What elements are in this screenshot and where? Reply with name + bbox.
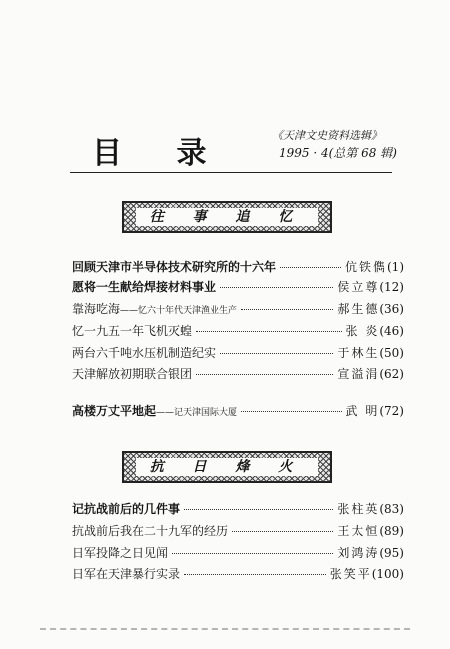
entry-author: 郝生德 [337, 302, 380, 316]
entry-page: (1) [387, 260, 404, 274]
entry-title: 天津解放初期联合银团 [72, 367, 193, 381]
dot-leader [196, 374, 333, 375]
entry-page: (72) [379, 404, 404, 418]
entry-page: (95) [379, 546, 404, 560]
dot-leader [280, 267, 341, 268]
entry-page: (46) [379, 324, 404, 338]
entry-page: (89) [379, 524, 404, 538]
entry-author: 武 明 [345, 404, 380, 418]
dot-leader [220, 353, 333, 354]
entry-page: (36) [379, 302, 404, 316]
entry-page: (83) [379, 502, 404, 516]
dot-leader [241, 309, 333, 310]
header-rule [70, 172, 392, 173]
dot-leader [196, 331, 342, 332]
entry-author: 张笑平 [329, 567, 372, 581]
toc-entry[interactable] [72, 544, 404, 564]
toc-entry[interactable] [72, 300, 404, 320]
dot-leader [232, 531, 333, 532]
entry-title: 靠海吃海 [72, 302, 121, 316]
section-label: 抗 日 烽 火 [136, 458, 319, 476]
entry-title: 日军在天津暴行实录 [72, 567, 181, 581]
entry-title: 忆一九五一年飞机灭蝗 [72, 324, 193, 338]
toc-entry[interactable] [72, 522, 404, 542]
dot-leader [220, 287, 333, 288]
toc-entry[interactable] [72, 565, 404, 585]
toc-entry[interactable] [72, 322, 404, 342]
entry-author: 侯立尊 [337, 280, 380, 294]
entry-subtitle: ——记天津国际大厦 [156, 408, 238, 418]
section-header-memories [122, 201, 332, 233]
section-label: 往 事 追 忆 [136, 208, 319, 226]
entry-page: (62) [379, 367, 404, 381]
toc-entry[interactable] [72, 365, 404, 385]
entry-title: 回顾天津市半导体技术研究所的十六年 [72, 260, 277, 274]
entry-title: 抗战前后我在二十九军的经历 [72, 524, 229, 538]
page-title: 目 录 [92, 136, 229, 171]
entry-page: (12) [379, 280, 404, 294]
journal-name: 《天津文史资料选辑》 [272, 129, 382, 142]
entry-title: 高楼万丈平地起 [72, 404, 157, 418]
scan-artifact [40, 628, 410, 634]
entry-page: (100) [371, 567, 404, 581]
entry-author: 张柱英 [337, 502, 380, 516]
entry-author: 王太恒 [337, 524, 380, 538]
dot-leader [241, 411, 342, 412]
toc-entry[interactable] [72, 344, 404, 364]
entry-author: 于林生 [337, 346, 380, 360]
toc-entry[interactable] [72, 500, 404, 520]
entry-author: 张 炎 [345, 324, 380, 338]
entry-title: 两台六千吨水压机制造纪实 [72, 346, 217, 360]
dot-leader [172, 553, 333, 554]
section-header-resistance [122, 451, 332, 483]
entry-subtitle: ——忆六十年代天津渔业生产 [120, 306, 238, 316]
dot-leader [184, 574, 326, 575]
entry-title: 愿将一生献给焊接材料事业 [72, 280, 217, 294]
entry-author: 伉铁儁 [344, 260, 387, 274]
toc-entry[interactable] [72, 258, 404, 278]
entry-author: 刘鸿涛 [337, 546, 380, 560]
entry-title: 记抗战前后的几件事 [72, 502, 181, 516]
entry-author: 宣溢涓 [337, 367, 380, 381]
dot-leader [184, 509, 333, 510]
entry-title: 日军投降之日见闻 [72, 546, 169, 560]
toc-entry[interactable] [72, 278, 404, 298]
toc-entry[interactable] [72, 402, 404, 422]
issue-number: 1995 · 4(总第 68 辑) [279, 146, 397, 160]
entry-page: (50) [379, 346, 404, 360]
